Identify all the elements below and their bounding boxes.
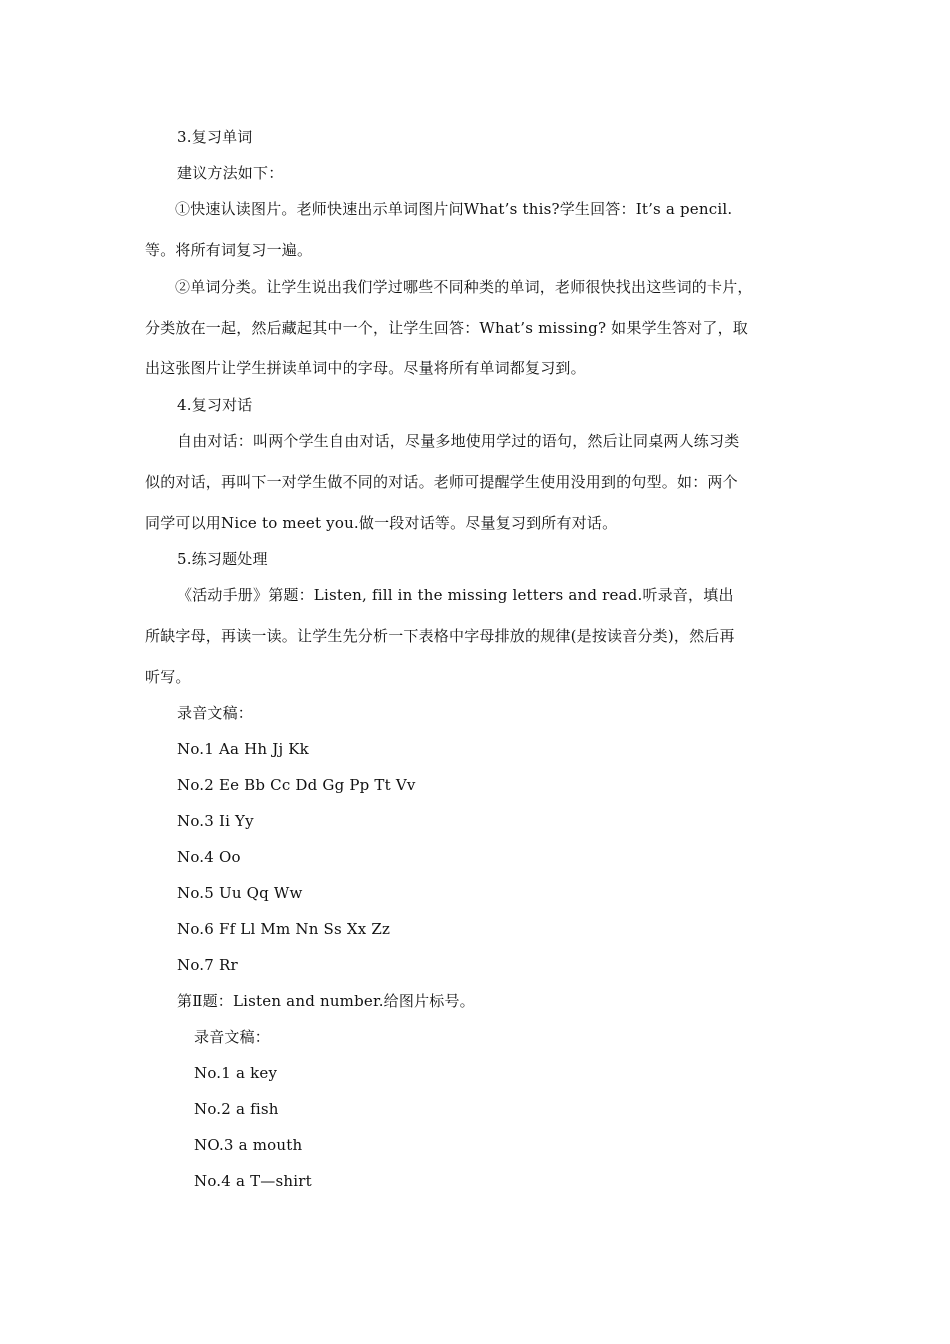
step-2-line-2: 分类放在一起，然后藏起其中一个，让学生回答：What’s missing? 如果学生答对了，取 [145,319,748,337]
transcript-line: No.5 Uu Qq Ww [177,884,303,902]
section-4-line-2: 似的对话，再叫下一对学生做不同的对话。老师可提醒学生使用没用到的句型。如：两个 [145,473,738,491]
section-5-line-1: 《活动手册》第题：Listen, fill in the missing letters and read.听录音，填出 [177,586,734,604]
section-3-heading: 3.复习单词 [177,128,253,146]
step-1-line-2: 等。将所有词复习一遍。 [145,241,313,259]
section-5-line-2: 所缺字母，再读一读。让学生先分析一下表格中字母排放的规律(是按读音分类)，然后再 [145,627,735,645]
section-5-heading: 5.练习题处理 [177,550,268,568]
transcript-line: No.3 Ii Yy [177,812,254,830]
part-2-transcript-line: NO.3 a mouth [194,1136,303,1154]
section-4-line-3: 同学可以用Nice to meet you.做一段对话等。尽量复习到所有对话。 [145,514,618,532]
transcript-line: No.7 Rr [177,956,238,974]
method-intro: 建议方法如下： [177,164,284,182]
transcript-label: 录音文稿： [177,704,254,722]
part-2-heading: 第Ⅱ题：Listen and number.给图片标号。 [177,992,475,1010]
transcript-line: No.4 Oo [177,848,241,866]
part-2-transcript-line: No.4 a T—shirt [194,1172,312,1190]
transcript-line: No.1 Aa Hh Jj Kk [177,740,309,758]
transcript-line: No.2 Ee Bb Cc Dd Gg Pp Tt Vv [177,776,416,794]
section-4-line-1: 自由对话：叫两个学生自由对话，尽量多地使用学过的语句，然后让同桌两人练习类 [177,432,740,450]
part-2-transcript-line: No.2 a fish [194,1100,279,1118]
step-2-line-1: ②单词分类。让学生说出我们学过哪些不同种类的单词，老师很快找出这些词的卡片， [175,278,753,296]
transcript-line: No.6 Ff Ll Mm Nn Ss Xx Zz [177,920,391,938]
section-4-heading: 4.复习对话 [177,396,253,414]
step-1-line-1: ①快速认读图片。老师快速出示单词图片问What’s this?学生回答：It’s a pencil. [175,200,733,218]
step-2-line-3: 出这张图片让学生拼读单词中的字母。尽量将所有单词都复习到。 [145,359,586,377]
section-5-line-3: 听写。 [145,668,191,686]
part-2-transcript-label: 录音文稿： [194,1028,271,1046]
part-2-transcript-line: No.1 a key [194,1064,278,1082]
